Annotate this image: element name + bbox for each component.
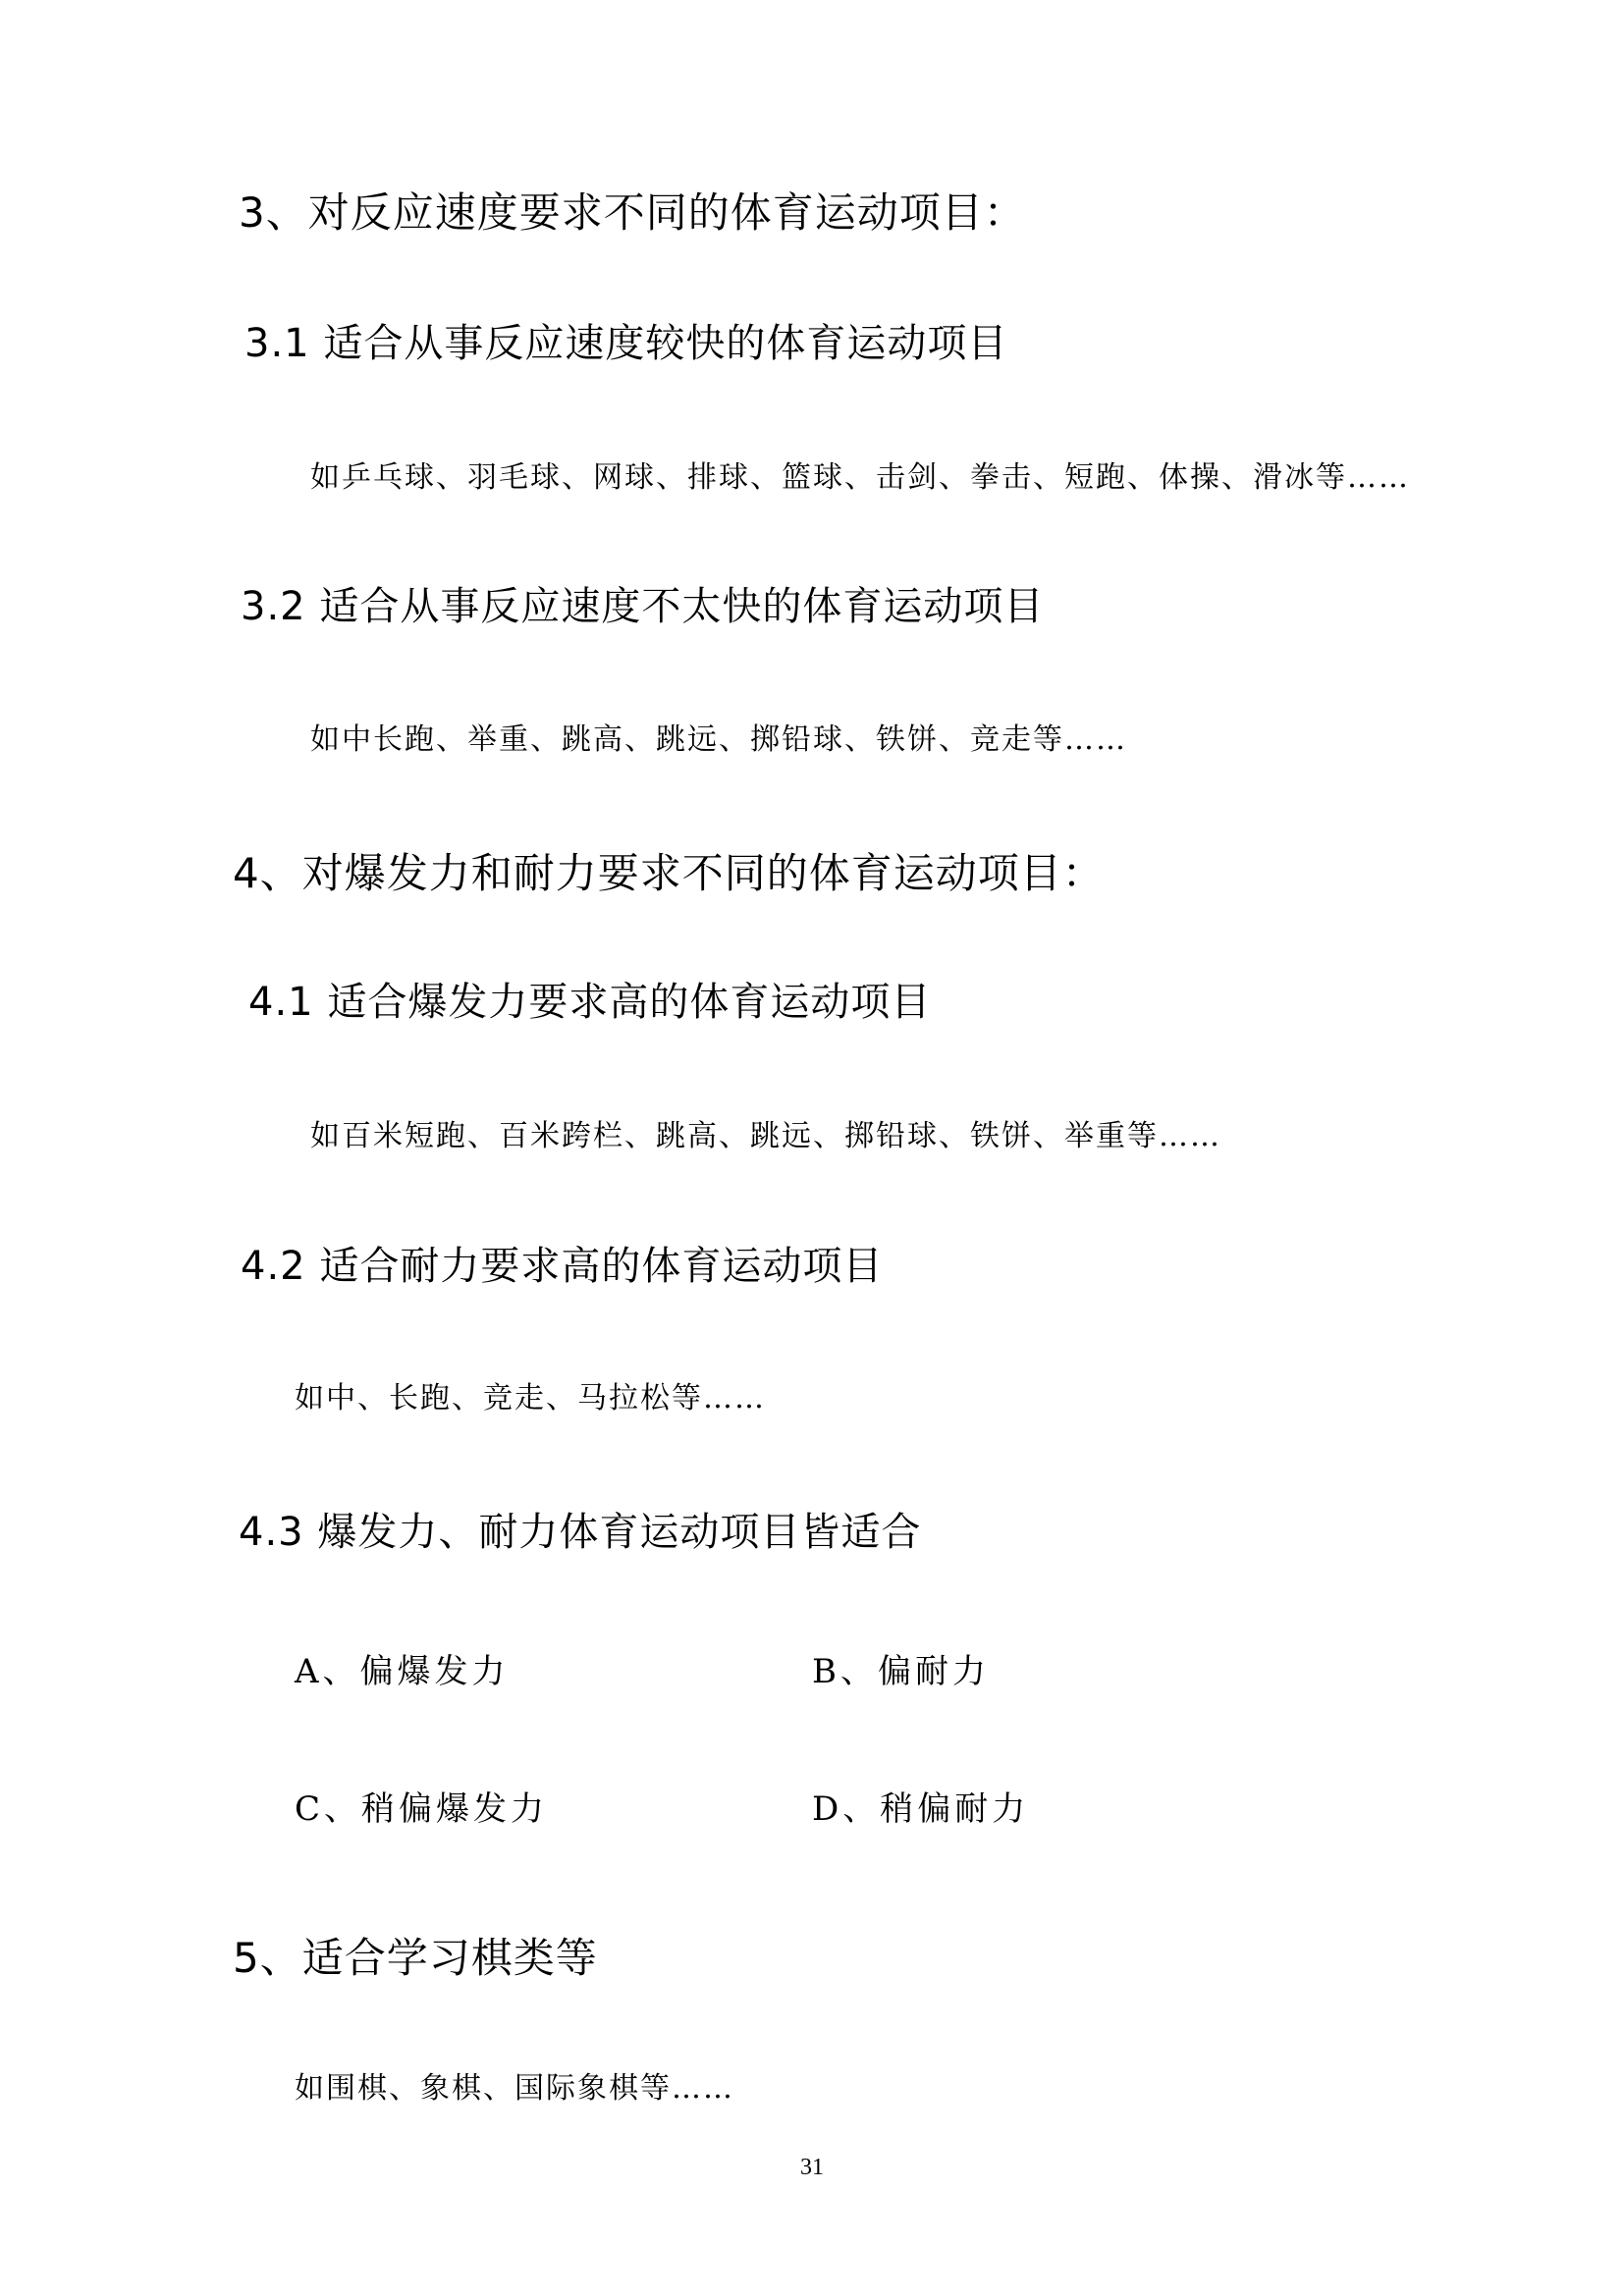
section-5-examples: 如围棋、象棋、国际象棋等…… (295, 2071, 734, 2106)
section-3-heading: 3、对反应速度要求不同的体育运动项目： (239, 188, 1026, 237)
section-4-heading: 4、对爆发力和耐力要求不同的体育运动项目： (233, 849, 1105, 897)
section-4-2-heading: 4.2 适合耐力要求高的体育运动项目 (241, 1244, 884, 1289)
option-b: B、偏耐力 (812, 1652, 990, 1691)
option-c: C、稍偏爆发力 (295, 1789, 549, 1829)
section-4-3-heading: 4.3 爆发力、耐力体育运动项目皆适合 (239, 1510, 922, 1555)
page-number: 31 (800, 2155, 824, 2180)
option-d: D、稍偏耐力 (812, 1789, 1030, 1829)
section-5-heading: 5、适合学习棋类等 (233, 1934, 598, 1982)
option-a: A、偏爆发力 (295, 1652, 510, 1691)
section-3-1-heading: 3.1 适合从事反应速度较快的体育运动项目 (244, 321, 1008, 366)
section-3-1-examples: 如乒乓球、羽毛球、网球、排球、篮球、击剑、拳击、短跑、体操、滑冰等…… (310, 460, 1410, 495)
section-3-2-examples: 如中长跑、举重、跳高、跳远、掷铅球、铁饼、竞走等…… (310, 722, 1127, 757)
section-4-2-examples: 如中、长跑、竞走、马拉松等…… (295, 1381, 766, 1415)
section-3-2-heading: 3.2 适合从事反应速度不太快的体育运动项目 (241, 584, 1045, 629)
section-4-1-examples: 如百米短跑、百米跨栏、跳高、跳远、掷铅球、铁饼、举重等…… (310, 1119, 1221, 1153)
section-4-1-heading: 4.1 适合爆发力要求高的体育运动项目 (248, 980, 932, 1025)
